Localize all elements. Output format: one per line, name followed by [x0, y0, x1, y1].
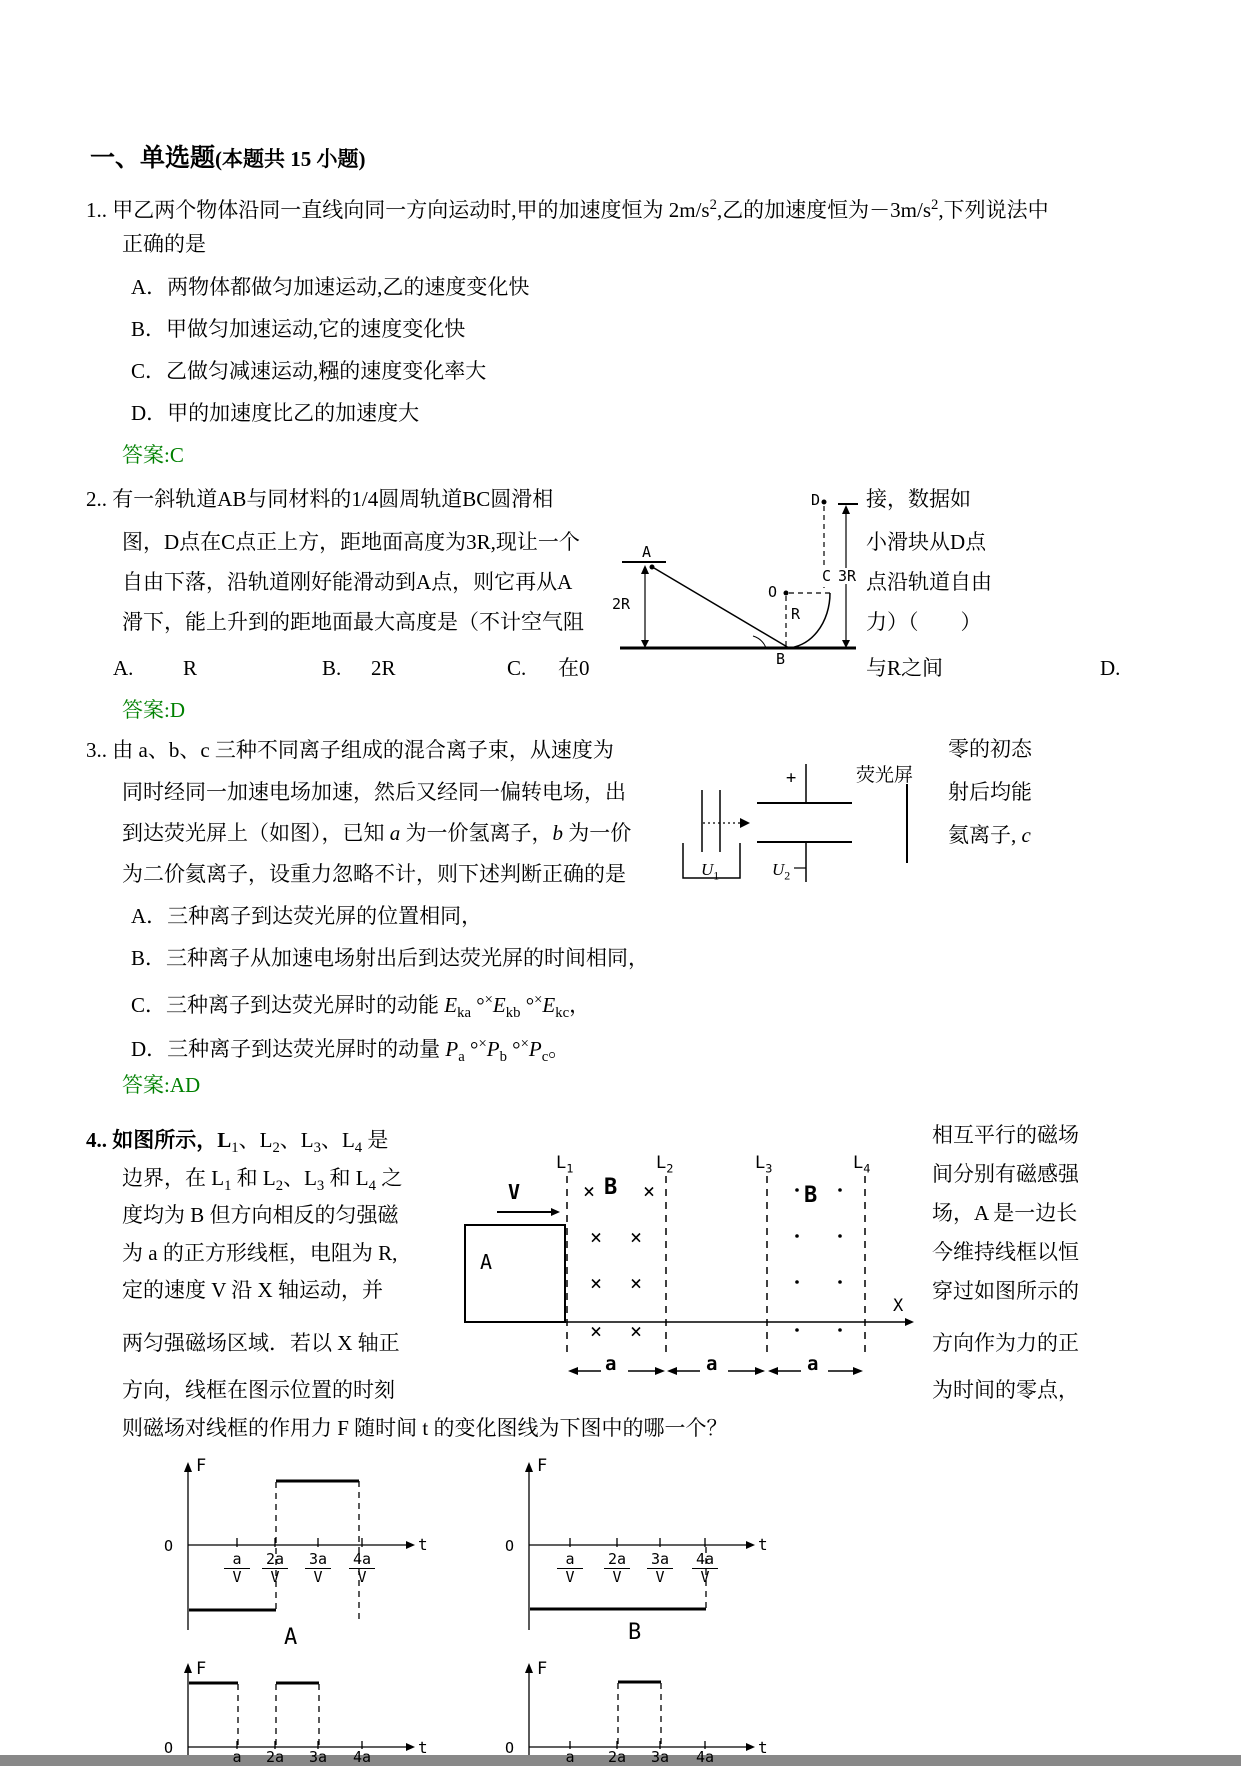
graph-a-label: A [284, 1625, 298, 1650]
graph-c-tick-4: 4a [352, 1748, 372, 1766]
graph-d-tick-4: 4a [695, 1748, 715, 1766]
fig2-label-a: A [642, 543, 652, 561]
graph-d-t-label: t [758, 1738, 768, 1757]
fig4-dot-icon [838, 1188, 842, 1192]
section-title [90, 146, 366, 172]
q3-line-4: 为二价氦离子，设重力忽略不计，则下述判断正确的是 [122, 862, 626, 886]
q2-line-4: 滑下，能上升到的距地面最大高度是（不计空气阻 [122, 610, 584, 634]
q2-option-c-value: 在0 [558, 656, 590, 680]
fig4-dot-icon [795, 1234, 799, 1238]
q2-line-3: 自由下落，沿轨道刚好能滑动到A点，则它再从A [122, 570, 573, 594]
fig4-dot-icon [838, 1328, 842, 1332]
fig2-3r-arrow-up [842, 505, 850, 514]
graph-d-origin: O [505, 1739, 515, 1757]
fig2-label-d: D [811, 491, 821, 509]
fig4-cross-icon: × [629, 1225, 643, 1249]
fig4-label-l2: $L_2$ [656, 1153, 674, 1176]
figure-4-field-diagram [430, 1150, 925, 1385]
fig4-dist3-right-arrow [853, 1367, 863, 1375]
graph-c-tick-2: 2a [265, 1748, 285, 1766]
fig4-cross-icon: × [589, 1319, 603, 1343]
fig4-cross-icon: × [642, 1179, 656, 1203]
graph-d-tick-2: 2a [607, 1748, 627, 1766]
section-title-main: 一、单选题 [90, 145, 216, 172]
q2-option-c-cont: 与R之间 [866, 656, 944, 680]
fig2-2r-arrow-up [641, 565, 649, 574]
q2-option-b-value: 2R [371, 656, 396, 680]
q2-option-b-label: B. [322, 656, 342, 680]
q3-option-d: D．三种离子到达荧光屏时的动量 $P_a$ $^\circ^\times P_b$ $^\circ^\times P_c$。 [131, 1036, 570, 1066]
q4-side-6: 方向作为力的正 [932, 1331, 1079, 1355]
q3-side-1: 零的初态 [948, 737, 1032, 761]
q3-option-b: B．三种离子从加速电场射出后到达荧光屏的时间相同， [131, 946, 650, 970]
q2-side-2: 小滑块从D点 [866, 530, 987, 554]
fig4-dot-icon [795, 1328, 799, 1332]
graph-c-f-label: F [196, 1659, 207, 1679]
fig3-screen-label: 荧光屏 [856, 765, 914, 786]
fig2-label-b: B [776, 650, 786, 668]
graph-b-origin: O [505, 1537, 515, 1555]
graph-d-tick-1: a [565, 1748, 575, 1766]
graph-b-t-arrowhead [746, 1541, 755, 1549]
fig4-dist-a-2: a [706, 1353, 718, 1375]
graph-b-label: B [628, 1620, 642, 1645]
graph-a-tick-2-den: V [270, 1568, 280, 1586]
fig2-label-2r: 2R [612, 595, 631, 613]
fig2-a-point [650, 565, 655, 570]
graph-b-tick-1-den: V [565, 1568, 575, 1586]
q4-side-4: 今维持线框以恒 [932, 1240, 1079, 1264]
graph-c-tick-1: a [232, 1748, 242, 1766]
fig4-dist2-left-arrow [667, 1367, 677, 1375]
graph-a-f-label: F [196, 1456, 207, 1476]
q4-side-7: 为时间的零点， [932, 1378, 1079, 1402]
q2-option-a-label: A. [113, 656, 134, 680]
q1-answer: 答案:C [122, 443, 184, 467]
fig4-dot-icon [838, 1280, 842, 1284]
graph-a-tick-4-num: 4a [349, 1552, 375, 1569]
fig2-label-o: O [768, 583, 778, 601]
graph-a-tick-4-den: V [357, 1568, 367, 1586]
fig4-dist1-left-arrow [568, 1367, 578, 1375]
graph-d-t-arrowhead [746, 1743, 755, 1751]
q4-line-6: 两匀强磁场区域．若以 X 轴正 [122, 1331, 400, 1355]
fig4-dist-a-3: a [807, 1353, 819, 1375]
q2-line-1: 2.. 有一斜轨道AB与同材料的1/4圆周轨道BC圆滑相 [86, 487, 554, 511]
fig4-cross-icon: × [582, 1179, 596, 1203]
q4-tail-line: 则磁场对线框的作用力 F 随时间 t 的变化图线为下图中的哪一个？ [122, 1416, 728, 1440]
q4-line-2: 边界，在 $L_1$ 和 $L_2$、$L_3$ 和 $L_4$ 之 [122, 1166, 403, 1195]
graph-b-tick-3-num: 3a [647, 1552, 673, 1569]
fig4-v-arrowhead [551, 1208, 560, 1216]
q3-line-1: 3.. 由 a、b、c 三种不同离子组成的混合离子束，从速度为 [86, 738, 614, 762]
q3-line-2: 同时经同一加速电场加速，然后又经同一偏转电场，出 [122, 780, 626, 804]
fig2-label-3r: 3R [838, 567, 857, 585]
graph-a-tick-3-den: V [313, 1568, 323, 1586]
answer-graphs [140, 1455, 780, 1755]
q4-line-3: 度均为 B 但方向相反的匀强磁 [122, 1203, 399, 1227]
fig4-x-arrowhead [905, 1318, 914, 1326]
graph-a-t-arrowhead [406, 1541, 415, 1549]
fig4-label-x: X [893, 1296, 904, 1316]
graph-b-tick-4-den: V [700, 1568, 710, 1586]
graph-a-tick-1-den: V [232, 1568, 242, 1586]
graph-c-t-label: t [418, 1738, 428, 1757]
fig4-dot-icon [795, 1280, 799, 1284]
q4-side-5: 穿过如图所示的 [932, 1279, 1079, 1303]
fig2-incline [654, 568, 789, 648]
q2-line-2: 图，D点在C点正上方，距地面高度为3R,现让一个 [122, 530, 580, 554]
fig4-cross-icon: × [629, 1319, 643, 1343]
q1-option-c: C．乙做匀减速运动,糨的速度变化率大 [131, 359, 487, 383]
graph-b-tick-2-den: V [612, 1568, 622, 1586]
graph-d-tick-3: 3a [650, 1748, 670, 1766]
fig4-label-l1: $L_1$ [556, 1153, 574, 1176]
graph-a-tick-2-num: 2a [262, 1552, 288, 1569]
fig4-dist3-left-arrow [768, 1367, 778, 1375]
graph-c-tick-3: 3a [308, 1748, 328, 1766]
graph-b-tick-1-num: a [557, 1552, 583, 1569]
fig2-d-point [822, 500, 827, 505]
fig4-dot-icon [795, 1188, 799, 1192]
fig4-label-b-in: B [604, 1175, 618, 1200]
fig2-angle-arc [753, 636, 766, 648]
graph-b-tick-2-num: 2a [604, 1552, 630, 1569]
q4-side-3: 场，A 是一边长 [932, 1201, 1078, 1225]
fig4-label-l3: $L_3$ [755, 1153, 773, 1176]
fig4-cross-icon: × [629, 1271, 643, 1295]
q3-answer: 答案:AD [122, 1073, 201, 1097]
graph-a-tick-3-num: 3a [305, 1552, 331, 1569]
q1-option-a: A．两物体都做匀加速运动,乙的速度变化快 [131, 275, 530, 299]
q2-side-3: 点沿轨道自由 [866, 570, 992, 594]
fig4-cross-icon: × [589, 1271, 603, 1295]
fig2-label-c: C [822, 567, 832, 585]
fig3-u2-label: $U_2$ [772, 860, 791, 883]
graph-a-t-label: t [418, 1535, 428, 1554]
fig4-cross-icon: × [589, 1225, 603, 1249]
graph-a-f-arrowhead [184, 1462, 192, 1472]
q1-line-2: 正确的是 [122, 232, 206, 256]
fig4-label-l4: $L_4$ [853, 1153, 871, 1176]
fig2-o-point [784, 591, 789, 596]
fig4-label-b-out: B [804, 1183, 818, 1208]
graph-a-tick-1-num: a [224, 1552, 250, 1569]
graph-d-f-arrowhead [525, 1663, 533, 1673]
q4-line-1: 4.. 如图所示，$L_1$、$L_2$、$L_3$、$L_4$ 是 [86, 1128, 389, 1157]
q4-line-7: 方向，线框在图示位置的时刻 [122, 1378, 395, 1402]
fig4-dist1-right-arrow [655, 1367, 665, 1375]
graph-c-f-arrowhead [184, 1663, 192, 1673]
q1-line-1: 1.. 甲乙两个物体沿同一直线向同一方向运动时,甲的加速度恒为 $2m/s^2$,乙的加速度恒为$-3m/s^2$,下列说法中 [86, 197, 1049, 222]
q3-side-2: 射后均能 [948, 780, 1032, 804]
q4-line-4: 为 a 的正方形线框，电阻为 R, [122, 1241, 398, 1265]
fig2-label-r: R [791, 605, 801, 623]
fig4-dot-icon [838, 1234, 842, 1238]
q3-option-c: C．三种离子到达荧光屏时的动能 $E_{ka}$ $^\circ^\times E_{kb}$ $^\circ^\times E_{kc}$， [131, 992, 591, 1022]
graph-b-tick-3-den: V [655, 1568, 665, 1586]
fig4-dist-a-1: a [605, 1353, 617, 1375]
q3-side-3: 氦离子, c [948, 823, 1031, 847]
q2-option-a-value: R [183, 656, 198, 680]
fig3-plus-sign: + [786, 768, 797, 788]
fig4-dist2-right-arrow [755, 1367, 765, 1375]
q1-option-b: B．甲做匀加速运动,它的速度变化快 [131, 317, 466, 341]
q4-side-2: 间分别有磁感强 [932, 1162, 1079, 1186]
graph-b-f-label: F [537, 1456, 548, 1476]
q2-option-c-label: C. [507, 656, 527, 680]
fig4-label-a: A [480, 1250, 493, 1274]
graph-b-f-arrowhead [525, 1462, 533, 1472]
fig3-beam-arrowhead [740, 818, 750, 828]
q2-side-4: 力）（ ） [866, 610, 982, 634]
q2-side-1: 接，数据如 [866, 487, 971, 511]
figure-2-track-diagram [555, 488, 955, 668]
section-title-sub: (本题共 15 小题) [215, 147, 366, 171]
q2-option-d-label: D. [1100, 656, 1121, 680]
q1-option-d: D．甲的加速度比乙的加速度大 [131, 401, 420, 425]
graph-c-origin: O [164, 1739, 174, 1757]
q4-side-1: 相互平行的磁场 [932, 1123, 1079, 1147]
q3-option-a: A．三种离子到达荧光屏的位置相同， [131, 904, 483, 928]
graph-a-origin: O [164, 1537, 174, 1555]
fig3-u1-label: $U_1$ [701, 860, 720, 883]
graph-b-tick-4-num: 4a [692, 1552, 718, 1569]
graph-c-t-arrowhead [406, 1743, 415, 1751]
q3-line-3: 到达荧光屏上（如图），已知 a 为一价氢离子，b 为一价 [122, 821, 632, 845]
q2-answer: 答案:D [122, 698, 185, 722]
graph-d-f-label: F [537, 1659, 548, 1679]
q4-line-5: 定的速度 V 沿 X 轴运动，并 [122, 1278, 383, 1302]
fig4-label-v: V [508, 1180, 521, 1204]
graph-b-t-label: t [758, 1535, 768, 1554]
